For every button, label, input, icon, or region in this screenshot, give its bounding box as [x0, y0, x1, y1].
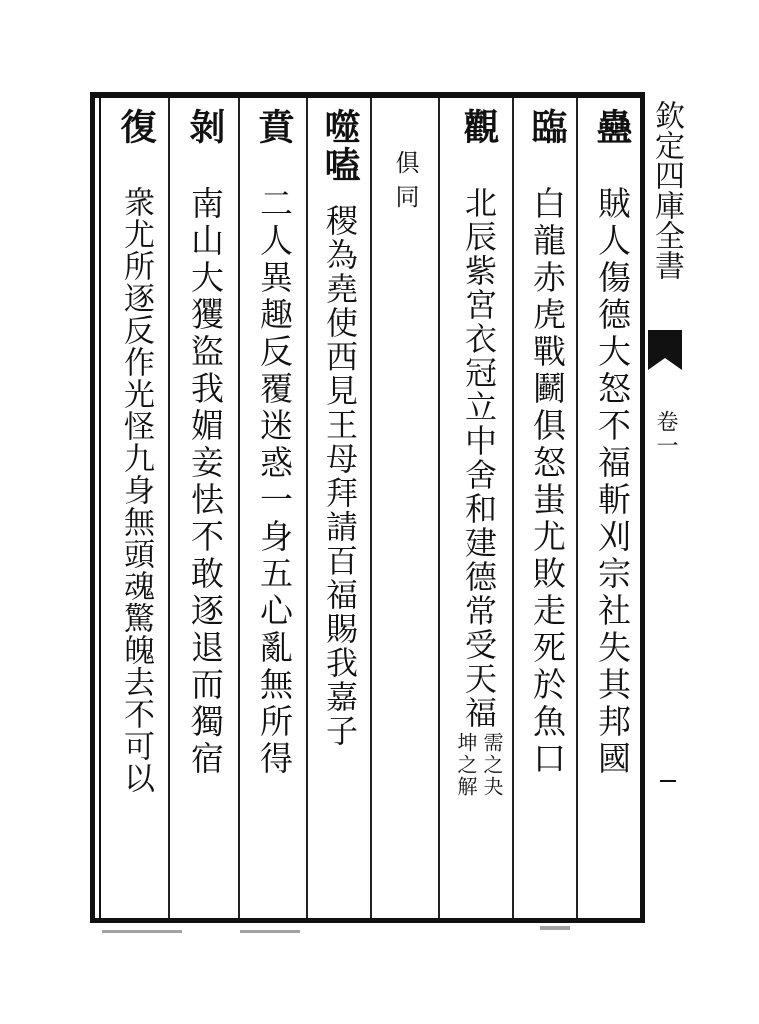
hexagram-heading: 賁: [253, 108, 295, 146]
column-rule: [168, 98, 170, 918]
note-right: 需之夬: [480, 732, 504, 798]
frame-right-border: [640, 92, 645, 923]
text-column-note: [376, 150, 434, 218]
frame-bottom-border: [92, 918, 644, 923]
interlinear-note: [454, 732, 504, 798]
hexagram-heading: 觀: [458, 108, 500, 146]
shared-note: 俱同: [391, 150, 419, 218]
column-rule: [238, 98, 240, 918]
text-column-gu: [588, 108, 636, 778]
hexagram-heading: 臨: [526, 108, 568, 146]
verse-text: 衆尤所逐反作光怪九身無頭魂驚魄去不可以: [118, 186, 154, 794]
hexagram-heading: 剝: [184, 108, 226, 146]
scan-smudge: [102, 930, 182, 933]
verse-text: 白龍赤虎戰鬬俱怒蚩尤敗走死於魚口: [528, 186, 567, 778]
hexagram-heading: 噬嗑: [319, 108, 361, 184]
verse-text: 賊人傷德大怒不福斬刈宗社失其邦國: [593, 186, 632, 778]
note-left: 坤之解: [454, 732, 478, 798]
verse-text: 二人異趣反覆迷惑一身五心亂無所得: [255, 186, 294, 778]
text-column-bo: [176, 108, 234, 778]
text-column-fu: [106, 108, 166, 794]
verse-text: 稷為堯使西見王母拜請百福賜我嘉子: [321, 204, 359, 748]
verse-text: 南山大玃盜我媚妾怯不敢逐退而獨宿: [186, 186, 225, 778]
frame-left-inner-border: [99, 98, 101, 918]
hexagram-heading: 蠱: [591, 108, 633, 146]
scan-smudge: [240, 930, 300, 933]
text-column-bi: [246, 108, 302, 778]
column-rule: [512, 98, 514, 918]
text-column-shike: [312, 108, 368, 748]
text-column-guan: [448, 108, 510, 798]
column-rule: [576, 98, 578, 918]
column-rule: [438, 98, 440, 918]
verse-text: 北辰紫宮衣冠立中舍和建德常受天福: [460, 186, 498, 730]
column-rule: [306, 98, 308, 918]
frame-top-border: [92, 92, 644, 98]
collection-title: 欽定四庫全書: [649, 100, 684, 280]
frame-left-border: [90, 92, 95, 923]
column-rule: [370, 98, 372, 918]
text-column-lin: [522, 108, 572, 778]
volume-label: 卷一: [653, 410, 678, 458]
hexagram-heading: 復: [115, 108, 157, 146]
scan-smudge: [540, 926, 570, 930]
page-number-mark: [660, 780, 676, 782]
